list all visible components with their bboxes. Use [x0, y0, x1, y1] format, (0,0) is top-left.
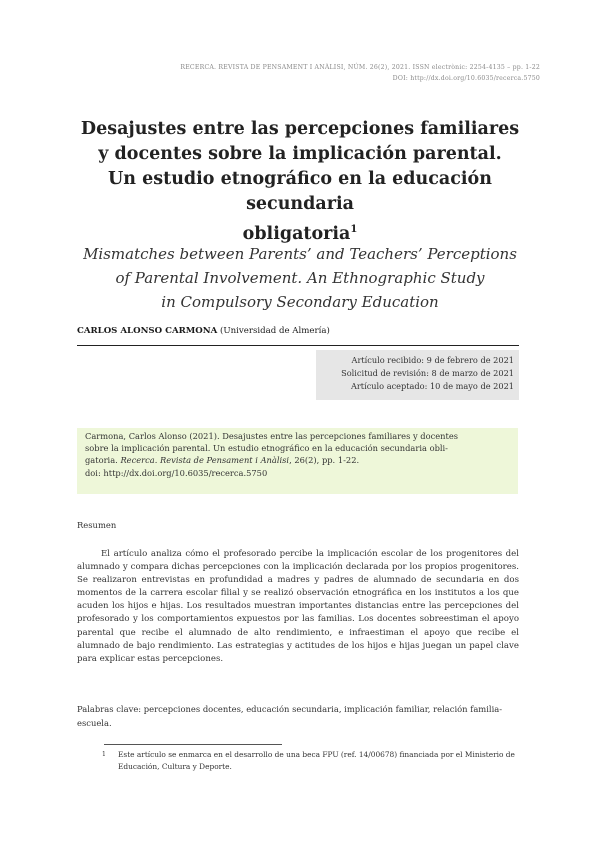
- subtitle-line-1: Mismatches between Parents’ and Teachers’ Perceptions: [83, 245, 517, 263]
- citation-line-2: sobre la implicación parental. Un estudio etnográfico en la educación secundaria obli-: [85, 443, 448, 454]
- citation-doi[interactable]: doi: http://dx.doi.org/10.6035/recerca.5750: [85, 467, 268, 478]
- subtitle-line-2: of Parental Involvement. An Ethnographic Study: [115, 269, 485, 287]
- footnote: [104, 749, 519, 773]
- abstract-heading: Resumen: [77, 520, 117, 530]
- keywords: Palabras clave: percepciones docentes, educación secundaria, implicación familiar, relación familia-escuela.: [77, 704, 503, 728]
- citation-box: [77, 428, 518, 494]
- running-header: [60, 62, 540, 84]
- title-footnote-mark[interactable]: 1: [350, 224, 358, 235]
- title-line-4: obligatoria: [242, 223, 351, 244]
- author-name: CARLOS ALONSO CARMONA: [77, 326, 218, 336]
- author-affiliation: (Universidad de Almería): [220, 326, 330, 336]
- subtitle-line-3: in Compulsory Secondary Education: [161, 293, 439, 311]
- footnote-number: 1: [102, 751, 106, 758]
- article-title: [70, 117, 530, 247]
- author-divider: [77, 345, 519, 346]
- journal-line: RECERCA. REVISTA DE PENSAMENT I ANÀLISI, NÚM. 26(2), 2021. ISSN electrònic: 2254-4135 – pp. 1-22: [180, 64, 540, 71]
- english-title: [80, 242, 520, 314]
- date-revision: Solicitud de revisión: 8 de marzo de 2021: [341, 368, 514, 378]
- date-received: Artículo recibido: 9 de febrero de 2021: [351, 355, 514, 365]
- title-line-3: Un estudio etnográfico en la educación secundaria: [108, 169, 492, 214]
- article-dates-box: [316, 350, 519, 400]
- citation-line-3: gatoria. Recerca. Revista de Pensament i Anàlisi, 26(2), pp. 1-22.: [85, 455, 360, 466]
- doi-line: DOI: http://dx.doi.org/10.6035/recerca.5750: [392, 75, 540, 82]
- author-line: [77, 326, 330, 336]
- abstract-text: El artículo analiza cómo el profesorado percibe la implicación escolar de los progenitores del alumnado y compara dichas percepciones con la implicación declarada por los propios progenitores. Se realizaron entrevistas en profundidad a madres y padres de alumnado de secundaria en dos momentos de la carrera escolar filial y se realizó observación etnográfica en los institutos a los que acuden los hijos e hijas. Los resultados muestran importantes distancias entre las percepciones del profesorado y los comportamientos expuestos por las familias. Los docentes sobreestiman el apoyo parental que recibe el alumnado de alto rendimiento, e infraestiman el apoyo que recibe el alumnado de bajo rendimiento. Las estrategias y actitudes de los hijos e hijas juegan un papel clave para explicar estas percepciones.: [77, 549, 519, 664]
- footnote-text: Este artículo se enmarca en el desarrollo de una beca FPU (ref. 14/00678) financiada por el Ministerio de Educación, Cultura y Deporte.: [118, 750, 515, 771]
- title-line-2: y docentes sobre la implicación parental.: [98, 144, 502, 164]
- title-line-1: Desajustes entre las percepciones familiares: [80, 119, 520, 139]
- citation-line-1: Carmona, Carlos Alonso (2021). Desajustes entre las percepciones familiares y docentes: [85, 431, 459, 441]
- journal-name: Recerca. Revista de Pensament i Anàlisi: [120, 455, 290, 466]
- footnote-divider: [104, 744, 282, 745]
- date-accepted: Artículo aceptado: 10 de mayo de 2021: [350, 381, 514, 391]
